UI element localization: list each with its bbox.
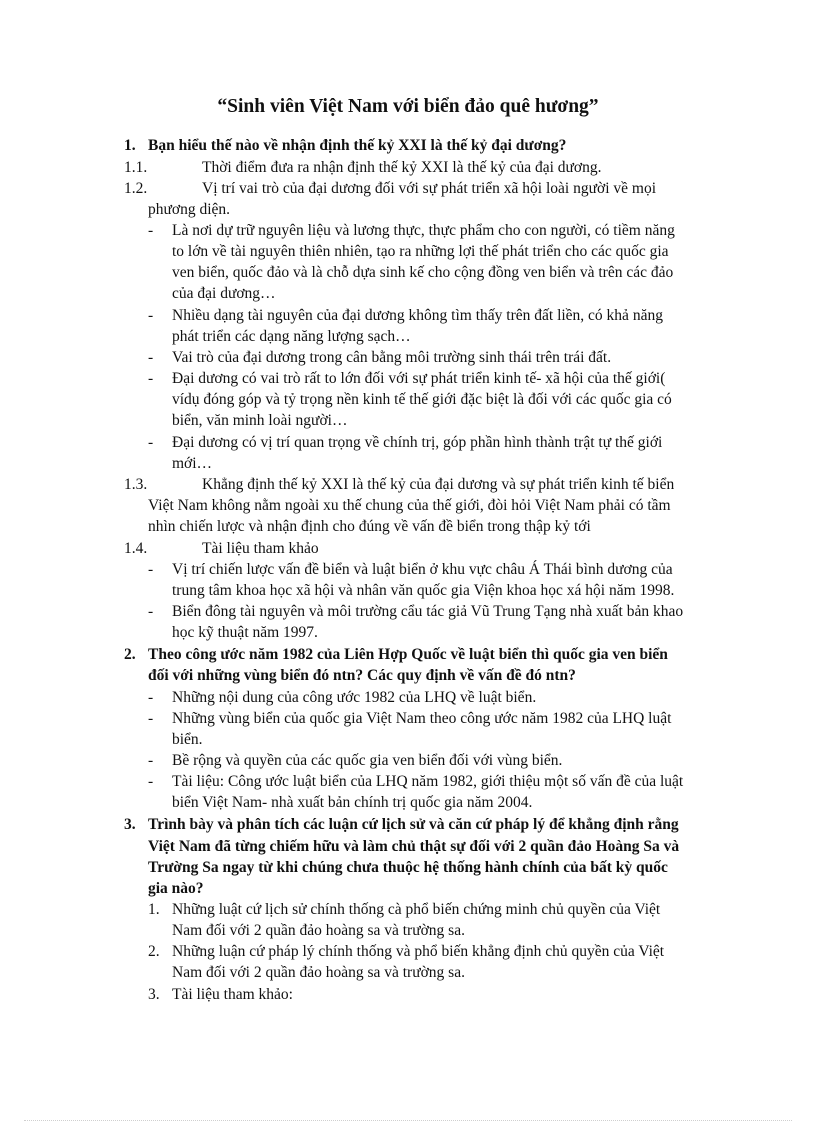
sub-item-number: 2. [148,943,160,960]
sub-item-line: Những luận cứ pháp lý chính thống và phổ biến khẳng định chủ quyền của Việt [172,943,665,960]
bullet-line: trung tâm khoa học xã hội và nhân văn quốc gia Viện khoa học xá hội năm 1998. [172,582,675,599]
bullet-line: Tài liệu: Công ước luật biển của LHQ năm 1982, giới thiệu một số vấn đề của luật [172,773,684,790]
bullet-line: vídụ đóng góp và tỷ trọng nền kinh tế thế giới đặc biệt là đối với các quốc gia có [172,391,672,408]
item-1-3-line: Khẳng định thế kỷ XXI là thế kỷ của đại dương và sự phát triển kinh tế biển [202,476,675,493]
sub-item-line: Nam đối với 2 quần đảo hoàng sa và trường sa. [172,964,465,981]
item-1-3-number: 1.3. [124,476,148,493]
bullet-dash: - [148,603,154,620]
bullet-line: Nhiều dạng tài nguyên của đại dương không tìm thấy trên đất liền, có khả năng [172,307,663,324]
item-1-4-text: Tài liệu tham khảo [202,540,319,557]
bullet-line: của đại dương… [172,285,276,302]
bullet-dash: - [148,434,154,451]
section-2-heading: Theo công ước năm 1982 của Liên Hợp Quốc về luật biển thì quốc gia ven biển [148,646,668,663]
item-1-1-number: 1.1. [124,159,148,176]
section-3-heading: gia nào? [148,880,204,897]
bullet-line: Vị trí chiến lược vấn đề biển và luật biển ở khu vực châu Á Thái bình dương của [172,561,673,578]
bullet-line: biển, văn minh loài người… [172,412,348,429]
page-bottom-divider [24,1120,792,1121]
bullet-line: Bề rộng và quyền của các quốc gia ven biển đối với vùng biển. [172,752,563,769]
bullet-dash: - [148,752,154,769]
section-3-heading: Việt Nam đã từng chiếm hữu và làm chủ thật sự đối với 2 quần đảo Hoàng Sa và [148,838,680,855]
item-1-2-number: 1.2. [124,180,148,197]
bullet-line: Những nội dung của công ước 1982 của LHQ về luật biển. [172,689,537,706]
bullet-line: to lớn về tài nguyên thiên nhiên, tạo ra những lợi thế phát triển cho các quốc gia [172,243,669,260]
section-2-heading: đối với những vùng biển đó ntn? Các quy định về vấn đề đó ntn? [148,667,576,684]
bullet-dash: - [148,370,154,387]
bullet-line: Đại dương có vai trò rất to lớn đối với sự phát triển kinh tế- xã hội của thế giới( [172,370,666,387]
sub-item-line: Nam đối với 2 quần đảo hoàng sa và trường sa. [172,922,465,939]
bullet-dash: - [148,689,154,706]
section-2-number: 2. [124,646,136,663]
bullet-line: phát triển các dạng năng lượng sạch… [172,328,411,345]
bullet-line: biển. [172,731,203,748]
bullet-dash: - [148,307,154,324]
sub-item-number: 3. [148,986,160,1003]
bullet-line: Là nơi dự trữ nguyên liệu và lương thực, thực phẩm cho con người, có tiềm năng [172,222,675,239]
item-1-3-line: nhìn chiến lược và nhận định cho đúng về vấn đề biển trong thập kỷ tới [148,518,591,535]
sub-item-number: 1. [148,901,160,918]
bullet-line: mới… [172,455,213,472]
sub-item-line: Tài liệu tham khảo: [172,986,293,1003]
bullet-line: biển Việt Nam- nhà xuất bản chính trị quốc gia năm 2004. [172,794,533,811]
section-3-heading: Trình bày và phân tích các luận cứ lịch sử và căn cứ pháp lý để khẳng định rằng [148,816,679,833]
item-1-1-text: Thời điểm đưa ra nhận định thế kỷ XXI là thế kỷ của đại dương. [202,159,602,176]
item-1-4-number: 1.4. [124,540,148,557]
section-3-heading: Trường Sa ngay từ khi chúng chưa thuộc hệ thống hành chính của bất kỳ quốc [148,859,668,876]
bullet-line: Biển đông tài nguyên và môi trường cẩu tác giả Vũ Trung Tạng nhà xuất bản khao [172,603,684,620]
bullet-dash: - [148,773,154,790]
section-1-number: 1. [124,137,136,154]
bullet-dash: - [148,222,154,239]
bullet-dash: - [148,561,154,578]
document-title: “Sinh viên Việt Nam với biển đảo quê hương” [217,96,599,117]
sub-item-line: Những luật cứ lịch sử chính thống cà phổ biến chứng minh chủ quyền của Việt [172,901,661,918]
bullet-line: học kỹ thuật năm 1997. [172,624,318,641]
item-1-3-line: Việt Nam không nằm ngoài xu thế chung của thế giới, đòi hỏi Việt Nam phải có tầm [148,497,671,514]
item-1-2-line: phương diện. [148,201,231,218]
item-1-2-line: Vị trí vai trò của đại dương đối với sự phát triển xã hội loài người về mọi [202,180,657,197]
section-3-number: 3. [124,816,136,833]
bullet-line: Những vùng biển của quốc gia Việt Nam theo công ước năm 1982 của LHQ luật [172,710,672,727]
bullet-line: ven biển, quốc đảo và là chỗ dựa sinh kế cho cộng đồng ven biển và trên các đảo [172,264,674,281]
bullet-line: Đại dương có vị trí quan trọng về chính trị, góp phần hình thành trật tự thế giới [172,434,663,451]
bullet-line: Vai trò của đại dương trong cân bằng môi trường sinh thái trên trái đất. [172,349,612,366]
bullet-dash: - [148,710,154,727]
bullet-dash: - [148,349,154,366]
section-1-heading: Bạn hiểu thế nào về nhận định thế kỷ XXI là thế kỷ đại dương? [148,137,567,154]
